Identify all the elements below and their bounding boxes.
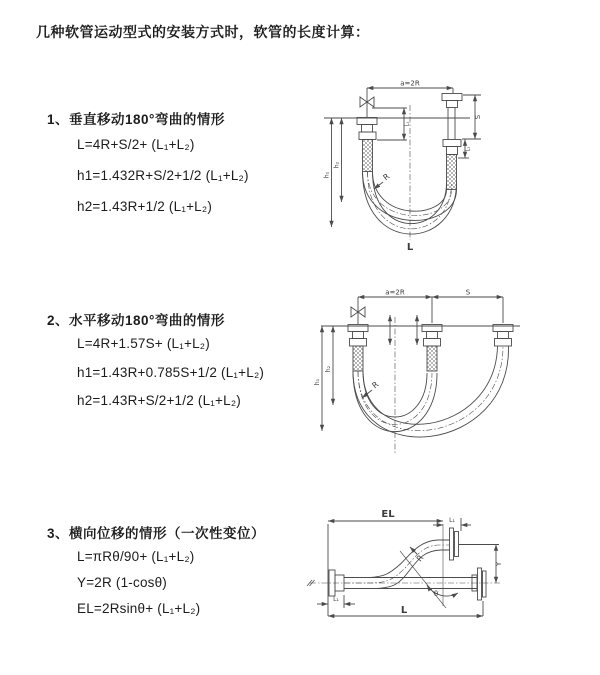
section-1-formula-h1: h1=1.432R+S/2+1/2 (L₁+L₂): [77, 168, 249, 183]
section-2-heading: 2、水平移动180°弯曲的情形: [47, 313, 225, 328]
dim-label-h2: h₂: [333, 161, 341, 169]
diagram-horizontal-180-bend: [308, 283, 600, 463]
dim-label-l: L: [400, 605, 408, 616]
dim-l1-left: [372, 108, 411, 140]
dim-h1: [314, 326, 322, 431]
dim-label-s: S: [474, 114, 482, 120]
dim-label-l1: L₁: [465, 146, 472, 152]
dim-label-a2r: a=2R: [400, 79, 420, 88]
radius-label: R: [381, 171, 392, 183]
dim-l1-bottom: [317, 595, 355, 608]
dim-label-h1: h₁: [314, 378, 321, 386]
section-2-formula-h1: h1=1.43R+0.785S+1/2 (L₁+L₂): [77, 365, 265, 380]
section-3-heading: 3、横向位移的情形（一次性变位）: [47, 526, 266, 541]
dim-label-h1: h₁: [323, 171, 331, 179]
section-1-formula-h2: h2=1.43R+1/2 (L₁+L₂): [77, 199, 213, 214]
section-2-formula-h2: h2=1.43R+S/2+1/2 (L₁+L₂): [77, 393, 241, 408]
valve-icon: [360, 88, 374, 117]
dim-el: [328, 509, 443, 616]
radius-label: R: [414, 553, 426, 564]
dim-fitting-marks: [390, 315, 417, 345]
diagram-lateral-displacement: [300, 498, 600, 648]
section-1-heading: 1、垂直移动180°弯曲的情形: [47, 112, 225, 127]
dim-label-s: S: [465, 288, 471, 297]
dim-label-l1: L₁: [449, 517, 455, 524]
dim-label-l1: L₁: [333, 596, 339, 603]
pipe-centerline: [307, 580, 502, 586]
dim-l1-right: [458, 140, 472, 159]
dim-label-y: Y: [495, 561, 503, 567]
dim-label-l1: L₁: [404, 121, 411, 127]
radius-callout: [374, 172, 392, 189]
dim-l: [328, 601, 483, 616]
section-3-formula-EL: EL=2Rsinθ+ (L₁+L₂): [77, 601, 201, 616]
section-3-formula-Y: Y=2R (1-cosθ): [77, 575, 168, 590]
dim-label-el: EL: [381, 509, 395, 520]
hose-s-curve: [344, 528, 459, 589]
left-pipe-fitting: [357, 118, 377, 172]
dim-label-h2: h₂: [325, 365, 332, 373]
dim-s: [462, 95, 482, 139]
dim-label-a2r: a=2R: [385, 288, 405, 297]
left-pipe-fitting: [348, 325, 368, 372]
hose-u-bend: [363, 172, 457, 235]
dim-h1: [324, 118, 332, 227]
section-3-formula-L: L=πRθ/90+ (L₁+L₂): [77, 549, 195, 564]
right-pipe-fitting: [442, 94, 462, 190]
diagram-vertical-180-bend: [310, 75, 600, 260]
dim-l1-top: [433, 517, 471, 531]
valve-icon: [351, 297, 365, 324]
dim-a2r: [367, 80, 453, 94]
dim-h2: [334, 118, 342, 202]
angle-label: θ: [433, 590, 439, 598]
page-title: 几种软管运动型式的安装方式时，软管的长度计算：: [36, 24, 370, 40]
section-2-formula-L: L=4R+1.57S+ (L₁+L₂): [77, 336, 210, 351]
radius-label: R: [370, 379, 381, 391]
right-pipe-fitting: [493, 325, 513, 347]
length-label: L: [406, 242, 414, 253]
section-1-formula-L: L=4R+S/2+ (L₁+L₂): [77, 137, 195, 152]
straight-pipe: [344, 568, 486, 600]
middle-pipe-fitting: [422, 325, 442, 372]
dim-a2r: [358, 289, 503, 324]
dim-h2: [325, 326, 333, 405]
